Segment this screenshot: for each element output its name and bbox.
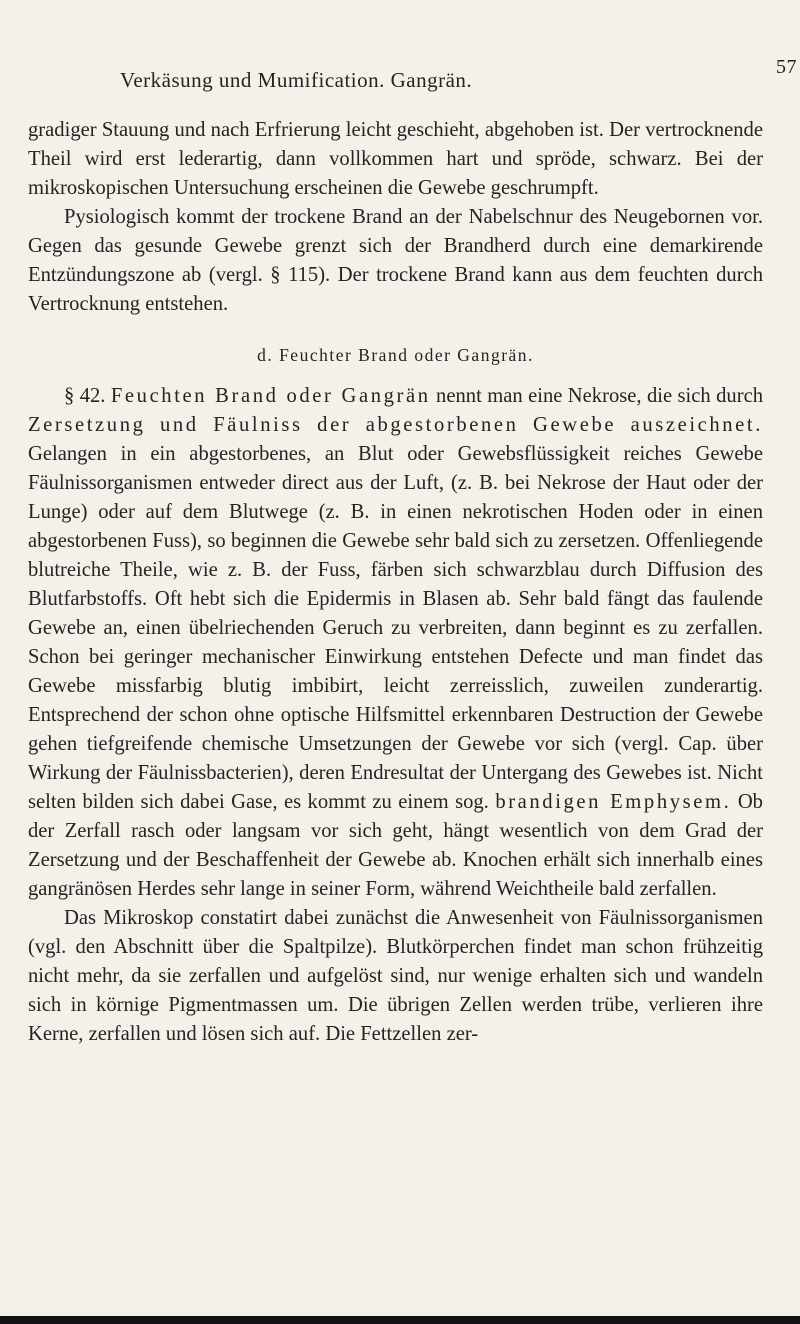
section-number: § 42. xyxy=(64,385,106,407)
term-feuchter-brand: Feuchten Brand oder Gangrän xyxy=(110,385,431,407)
page-number: 57 xyxy=(776,56,797,78)
header-title: Verkäsung und Mumification. Gangrän. xyxy=(120,68,473,92)
bottom-edge-bar xyxy=(0,1316,800,1324)
section-heading: d. Feuchter Brand oder Gangrän. xyxy=(257,345,534,365)
paragraph-3 xyxy=(28,382,763,904)
paragraph-3-rest: Gelangen in ein abgestorbenes, an Blut oder Gewebsflüssigkeit reiches Gewebe Fäulnissorganismen entweder direct aus der Luft, (z. B. bei Nekrose der Haut oder der Lunge) oder auf dem Blutwege (z. B. in einen nekrotischen Hoden oder in einen abgestorbenen Fuss), so beginnen die Gewebe sehr bald sich zu zersetzen. Offenliegende blutreiche Theile, wie z. B. der Fuss, färben sich schwarzblau durch Diffusion des Blutfarbstoffs. Oft hebt sich die Epidermis in Blasen ab. Sehr bald fängt das faulende Gewebe an, einen übelriechenden Geruch zu verbreiten, dann beginnt es zu zerfallen. Schon bei geringer mechanischer Einwirkung entstehen Defecte und man findet das Gewebe missfarbig blutig imbibirt, leicht zerreisslich, zuweilen zunderartig. Entsprechend der schon ohne optische Hilfsmittel erkennbaren Destruction der Gewebe gehen tiefgreifende chemische Umsetzungen der Gewebe vor sich (vergl. Cap. über Wirkung der Fäulnissbacterien), deren Endresultat der Untergang des Gewebes ist. Nicht selten bilden sich dabei Gase, es kommt zu einem sog. xyxy=(28,443,763,813)
paragraph-2: Pysiologisch kommt der trockene Brand an der Nabelschnur des Neugebornen vor. Gegen das gesunde Gewebe grenzt sich der Brandherd durch eine demarkirende Entzündungszone ab (vergl. § 115). Der trockene Brand kann aus dem feuchten durch Vertrocknung entstehen. xyxy=(28,206,763,315)
term-zersetzung: Zersetzung und Fäulniss der abgestorbenen Gewebe auszeichnet. xyxy=(28,414,763,436)
body-text xyxy=(28,116,763,1049)
paragraph-3-mid: nennt man eine Nekrose, die sich durch xyxy=(436,385,764,407)
paragraph-4: Das Mikroskop constatirt dabei zunächst die Anwesenheit von Fäulnissorganismen (vgl. den Abschnitt über die Spaltpilze). Blutkörperchen findet man schon frühzeitig nicht mehr, da sie zerfallen und aufgelöst sind, nur wenige erhalten sich und wandeln sich in körnige Pigmentmassen um. Die übrigen Zellen werden trübe, verlieren ihre Kerne, zerfallen und lösen sich auf. Die Fettzellen zer- xyxy=(28,907,763,1045)
term-emphysem: brandigen Emphysem. xyxy=(495,791,732,813)
paragraph-3-end: Ob der Zerfall rasch oder langsam vor sich geht, hängt wesentlich von dem Grad der Zersetzung und der Beschaffenheit der Gewebe ab. Knochen erhält sich innerhalb eines gangränösen Herdes sehr lange in seiner Form, während Weichtheile bald zerfallen. xyxy=(28,791,763,900)
paragraph-1: gradiger Stauung und nach Erfrierung leicht geschieht, abgehoben ist. Der vertrocknende Theil wird erst lederartig, dann vollkommen hart und spröde, schwarz. Bei der mikroskopischen Untersuchung erscheinen die Gewebe geschrumpft. xyxy=(28,119,763,199)
